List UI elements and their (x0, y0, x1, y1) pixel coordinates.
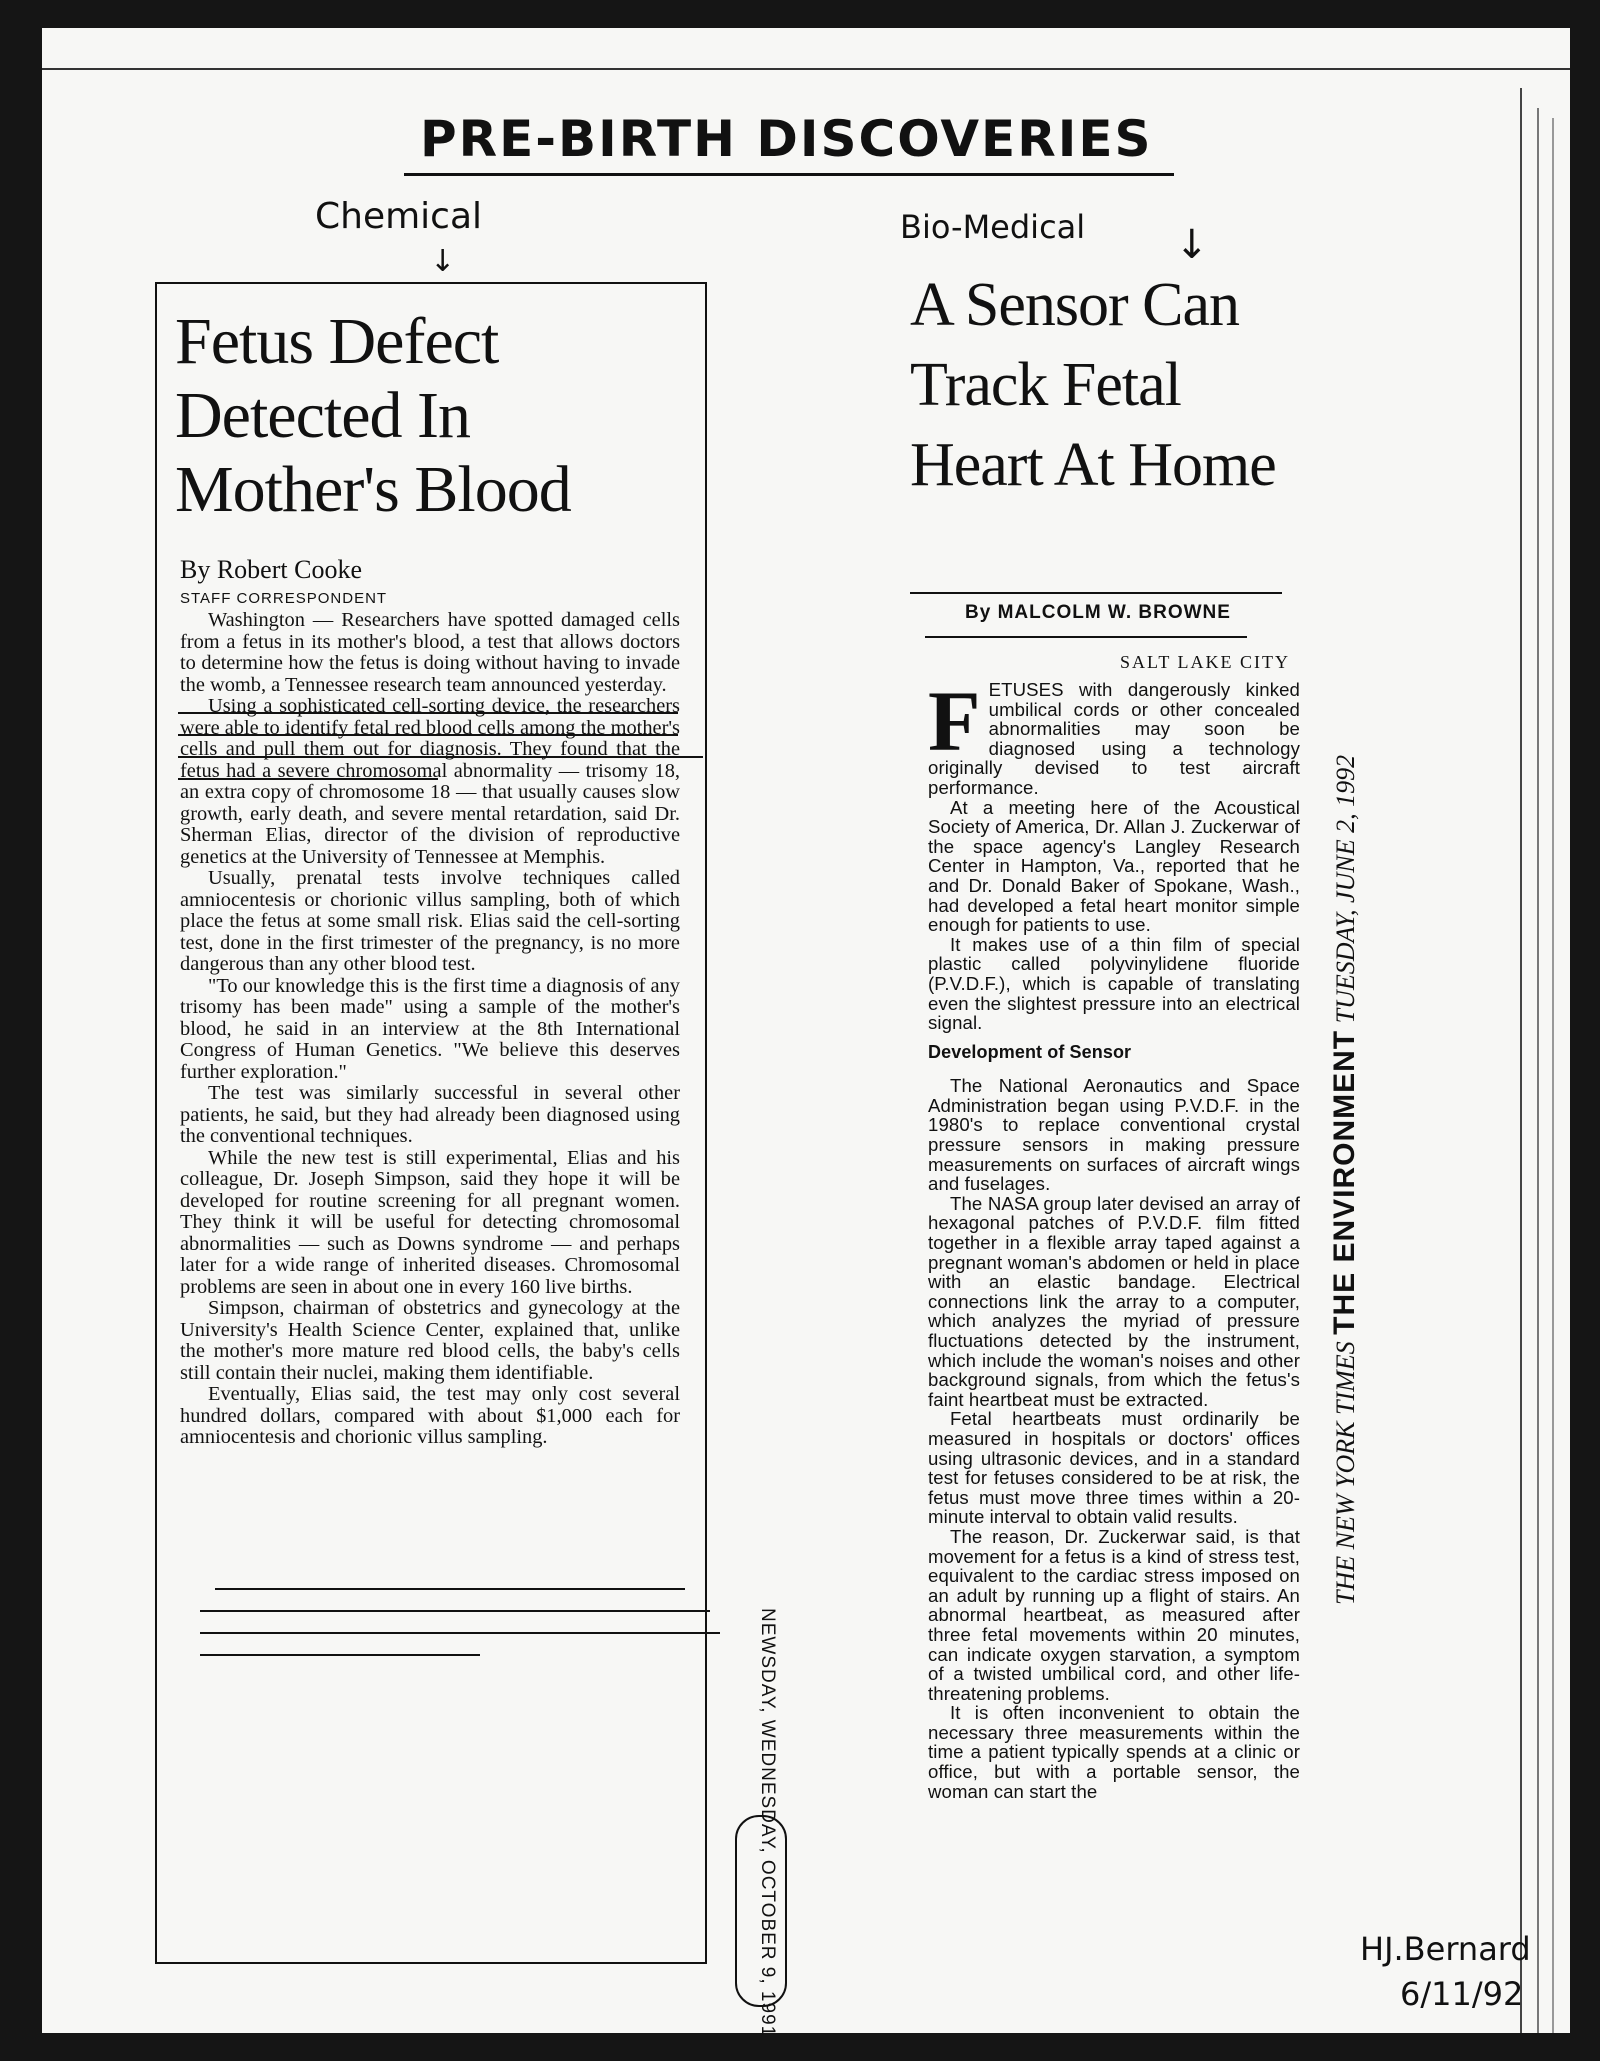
hand-underline (178, 712, 678, 714)
right-article-byline: By MALCOLM W. BROWNE (965, 602, 1231, 623)
left-article-byline: By Robert Cooke (180, 555, 362, 584)
paragraph: Simpson, chairman of obstetrics and gynecology at the University's Health Science Center, explained that, unlike the mother's more mature red blood cells, the baby's cells still contain their nuclei, making them identifiable. (180, 1297, 680, 1384)
arrow-down-icon: ↓ (430, 244, 456, 279)
nyt-date: TUESDAY, JUNE 2, 1992 (1331, 754, 1360, 1030)
sheet-edge (1520, 88, 1522, 2033)
paragraph: Fetal heartbeats must ordinarily be measured in hospitals or doctors' offices using ultrasonic devices, and in a standard test for fetuses considered to be at risk, the fetus must move three times within a 20-minute interval to obtain valid results. (928, 1408, 1300, 1528)
paragraph: It is often inconvenient to obtain the necessary three measurements within the time a patient typically spends at a clinic or office, but with a portable sensor, the woman can start the (928, 1702, 1300, 1802)
hand-circled-date (735, 1815, 787, 2007)
handwritten-date: 6/11/92 (1400, 1975, 1524, 2013)
hand-underline (178, 756, 703, 758)
left-article-staff-label: STAFF CORRESPONDENT (180, 590, 388, 607)
newsday-date-stamp: NEWSDAY, WEDNESDAY, OCTOBER 9, 1991 (757, 1608, 778, 2038)
note-bio-medical: Bio-Medical (900, 208, 1086, 246)
right-article-title: A Sensor Can Track Fetal Heart At Home (910, 271, 1276, 499)
paragraph: The test was similarly successful in several other patients, he said, but they had already been diagnosed using the conventional techniques. (180, 1082, 680, 1147)
arrow-down-icon: ↓ (1175, 222, 1209, 268)
hand-underline (178, 734, 678, 736)
paragraph: Eventually, Elias said, the test may only cost several hundred dollars, compared with about $1,000 each for amniocentesis and chorionic villus sampling. (180, 1383, 680, 1448)
paragraph: The NASA group later devised an array of hexagonal patches of P.V.D.F. film fitted together in a flexible array taped against a pregnant woman's abdomen or held in place with an elastic bandage. Electrical connections link the array to a computer, which analyzes the myriad of pressure fluctuations detected by the instrument, which include the woman's noises and other background signals, from which the fetus's faint heartbeat must be extracted. (928, 1192, 1300, 1410)
lead-text: ETUSES with dangerously kinked umbilical cords or other concealed abnormalities may soon be diagnosed using a technology originally devised to test aircraft performance. (928, 679, 1300, 798)
nyt-section-stamp (1328, 755, 1362, 1605)
hand-underline (215, 1588, 685, 1590)
sheet-edge (1537, 108, 1539, 2033)
nyt-masthead: THE NEW YORK TIMES (1331, 1334, 1360, 1605)
paragraph: The reason, Dr. Zuckerwar said, is that movement for a fetus is a kind of stress test, equivalent to the cardiac stress imposed on an adult by running up a flight of stairs. An abnormal heartbeat, as measured after three fetal movements within 20 minutes, can indicate oxygen starvation, a symptom of a twisted umbilical cord, and other life-threatening problems. (928, 1525, 1300, 1704)
hand-underline (200, 1610, 710, 1612)
right-article-body (928, 668, 1300, 1801)
sheet-top-edge (42, 68, 1570, 70)
paragraph: At a meeting here of the Acoustical Society of America, Dr. Allan J. Zuckerwar of the space agency's Langley Research Center in Hampton, Va., reported that he and Dr. Donald Baker of Spokane, Wash., had developed a fetal heart monitor simple enough for patients to use. (928, 796, 1300, 936)
left-article-title: Fetus Defect Detected In Mother's Blood (175, 305, 571, 526)
hand-underline (200, 1654, 480, 1656)
handwritten-heading: PRE-BIRTH DISCOVERIES (420, 110, 1153, 168)
paragraph: "To our knowledge this is the first time a diagnosis of any trisomy has been made" using a sample of the mother's blood, he said in an interview at the 8th International Congress of Human Genetics. "We believe this deserves further exploration." (180, 974, 680, 1083)
sheet-edge (1552, 118, 1554, 2033)
right-article-dateline: SALT LAKE CITY (1120, 652, 1291, 672)
paragraph: Using a sophisticated cell-sorting device, the researchers were able to identify fetal red blood cells among the mother's cells and pull them out for diagnosis. They found that the fetus had a severe chromosomal abnormality — trisomy 18, an extra copy of chromosome 18 — that usually causes slow growth, early death, and severe mental retardation, said Dr. Sherman Elias, director of the division of reproductive genetics at the University of Tennessee at Memphis. (180, 695, 680, 868)
paragraph (928, 673, 1300, 798)
paragraph: While the new test is still experimental, Elias and his colleague, Dr. Joseph Simpson, said they hope it will be developed for routine screening for all pregnant women. They think it will be useful for detecting chromosomal abnormalities — such as Downs syndrome — and perhaps later for a wide range of inherited diseases. Chromosomal problems are seen in about one in every 160 live births. (180, 1146, 680, 1298)
subhead: Development of Sensor (928, 1041, 1132, 1062)
note-chemical: Chemical (315, 196, 483, 237)
paragraph: It makes use of a thin film of special plastic called polyvinylidene fluoride (P.V.D.F.), which is capable of translating even the slightest pressure into an electrical signal. (928, 933, 1300, 1034)
divider (910, 592, 1282, 594)
paragraph: Usually, prenatal tests involve techniques called amniocentesis or chorionic villus sampling, both of which place the fetus at some small risk. Elias said the cell-sorting test, done in the first trimester of the pregnancy, is no more dangerous than any other blood test. (180, 867, 680, 975)
hand-underline (178, 778, 438, 780)
drop-cap: F (928, 673, 981, 769)
handwritten-signature: HJ.Bernard (1360, 1930, 1531, 1968)
hand-underline (200, 1632, 720, 1634)
paragraph: The National Aeronautics and Space Administration began using P.V.D.F. in the 1980's to replace conventional crystal pressure sensors in making pressure measurements on surfaces of aircraft wings and fuselages. (928, 1075, 1300, 1195)
nyt-section: THE ENVIRONMENT (1328, 1029, 1361, 1335)
paragraph: Washington — Researchers have spotted damaged cells from a fetus in its mother's blood, a test that allows doctors to determine how the fetus is doing without having to invade the womb, a Tennessee research team announced yesterday. (180, 609, 680, 696)
divider (925, 636, 1247, 638)
heading-underline (404, 173, 1174, 176)
